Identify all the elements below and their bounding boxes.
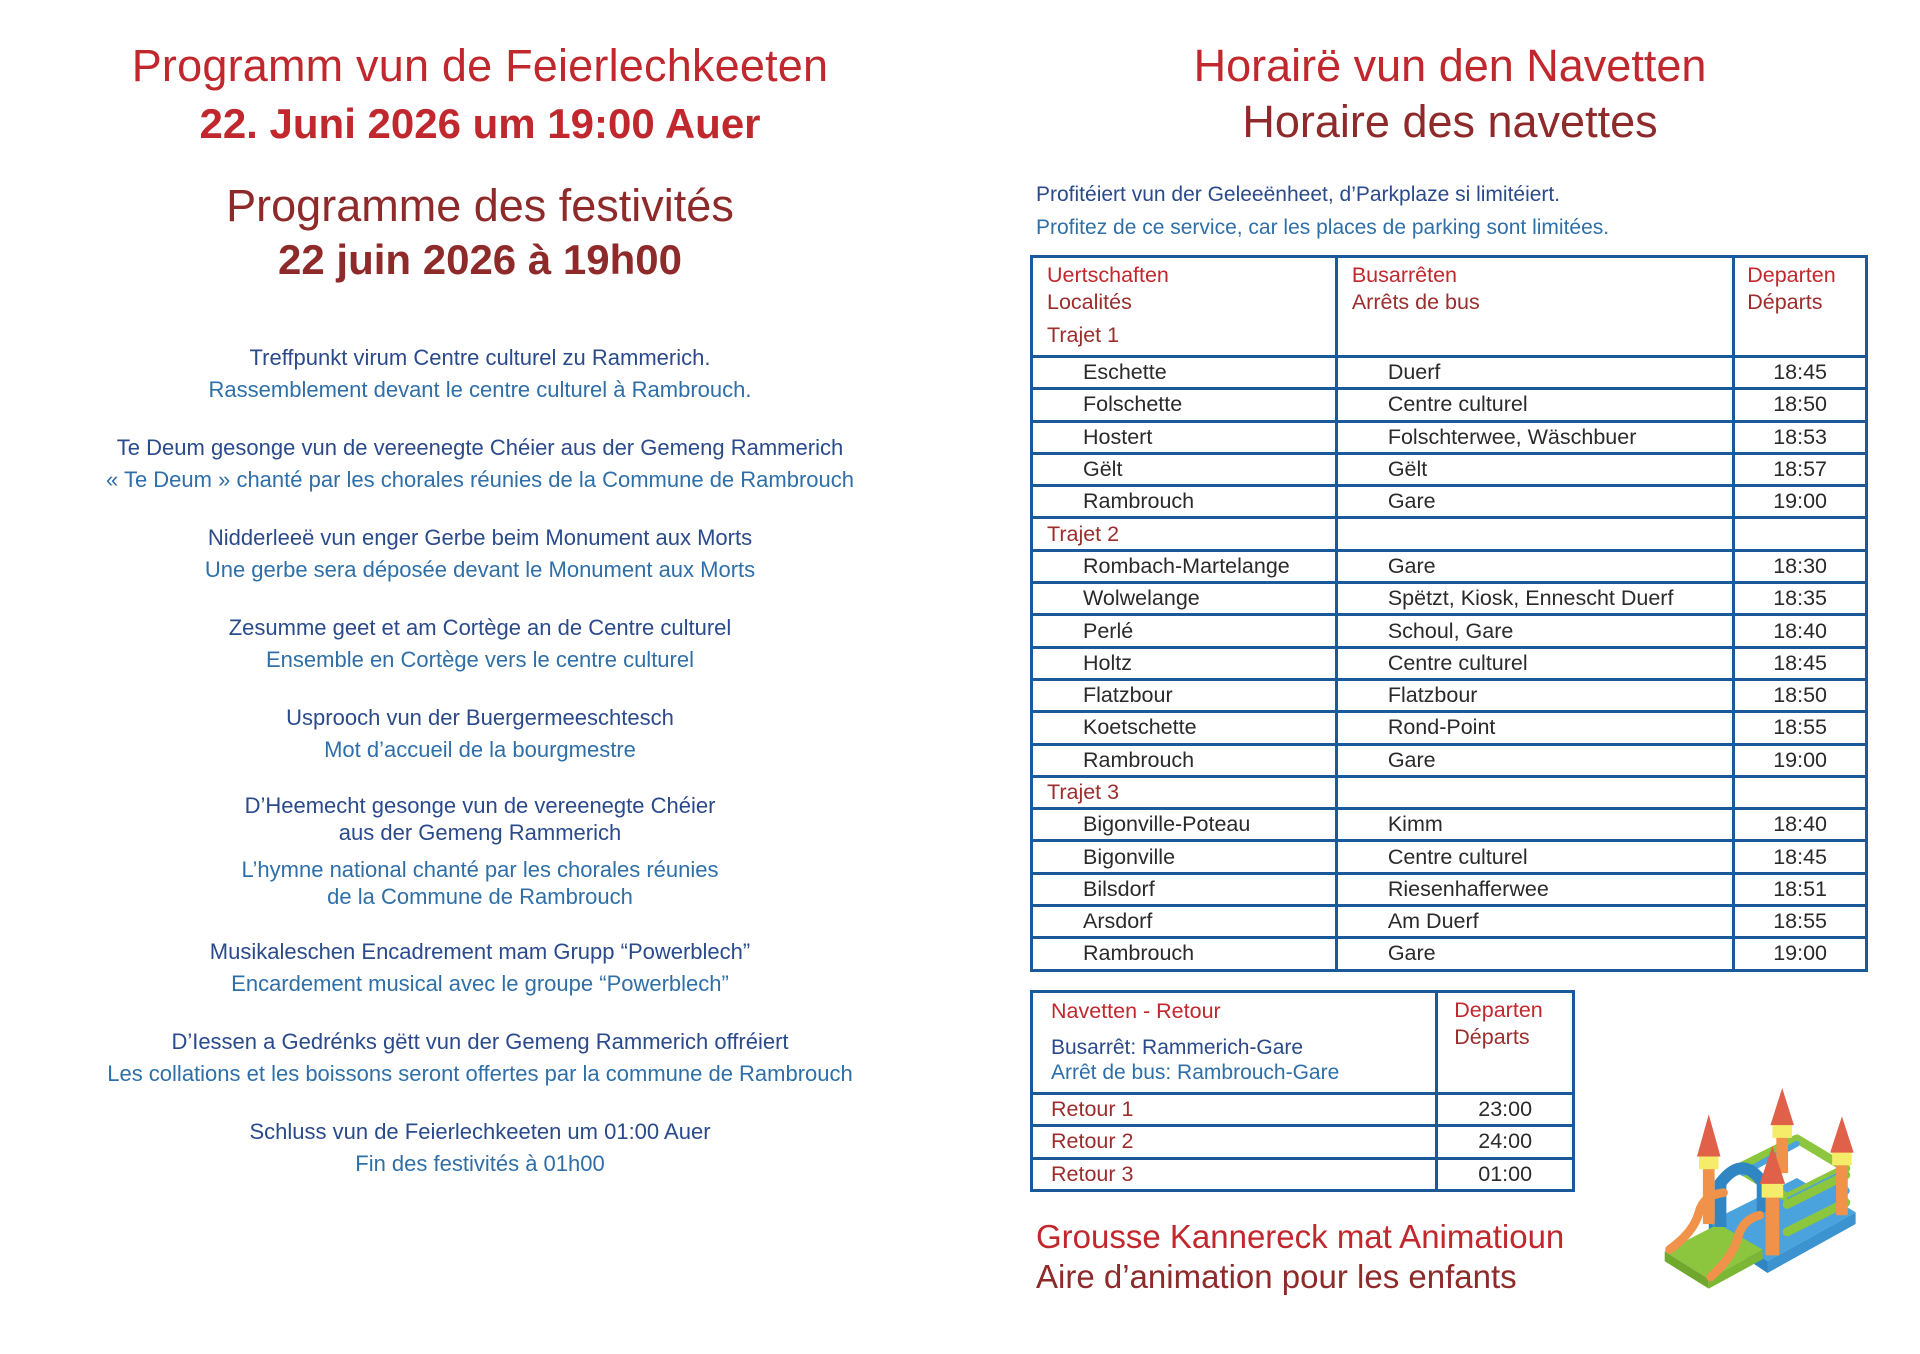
bus-stop-cell: Am Duerf (1336, 906, 1733, 938)
program-item-lb: Usprooch vun der Buergermeeschtesch (286, 705, 674, 730)
header-locality-fr: Localités (1047, 290, 1132, 314)
header-locality-lb: Uertschaften (1047, 263, 1169, 287)
table-row (1032, 873, 1867, 905)
program-item-fr: Ensemble en Cortège vers le centre culturel (266, 647, 694, 672)
departure-time-cell: 19:00 (1734, 744, 1867, 776)
table-row (1032, 486, 1867, 518)
program-item-fr: Mot d’accueil de la bourgmestre (324, 737, 636, 762)
table-row (1032, 647, 1867, 679)
table-row (1032, 938, 1867, 970)
return-header-info (1032, 992, 1437, 1094)
return-row (1032, 1158, 1574, 1190)
return-shuttle-table (1030, 990, 1575, 1192)
table-header-row (1032, 257, 1867, 357)
locality-cell: Folschette (1032, 389, 1337, 421)
bus-stop-cell: Gare (1336, 550, 1733, 582)
kids-area-title-fr: Aire d’animation pour les enfants (1036, 1258, 1517, 1295)
departure-time-cell: 18:45 (1734, 647, 1867, 679)
program-item (40, 792, 920, 910)
table-row (1032, 357, 1867, 389)
program-item-fr: Les collations et les boissons seront offertes par la commune de Rambrouch (107, 1061, 853, 1086)
bus-stop-cell: Spëtzt, Kiosk, Ennescht Duerf (1336, 583, 1733, 615)
return-header-departure (1437, 992, 1574, 1094)
empty-cell (1734, 776, 1867, 808)
departure-time-cell: 18:55 (1734, 906, 1867, 938)
bus-stop-cell: Gare (1336, 486, 1733, 518)
header-locality (1032, 257, 1337, 357)
route-label: Trajet 3 (1032, 776, 1337, 808)
program-item-fr-line1: L’hymne national chanté par les chorales réunies (241, 857, 719, 882)
return-stop-fr: Arrêt de bus: Rambrouch-Gare (1051, 1061, 1340, 1084)
route-label-row (1032, 518, 1867, 550)
shuttle-schedule-table (1030, 255, 1868, 972)
locality-cell: Wolwelange (1032, 583, 1337, 615)
departure-time-cell: 18:35 (1734, 583, 1867, 615)
departure-time-cell: 18:30 (1734, 550, 1867, 582)
program-date-lb: 22. Juni 2026 um 19:00 Auer (199, 100, 761, 147)
bus-stop-cell: Centre culturel (1336, 389, 1733, 421)
program-item (40, 342, 920, 406)
return-time: 01:00 (1437, 1158, 1574, 1190)
departure-time-cell: 18:40 (1734, 809, 1867, 841)
table-row (1032, 389, 1867, 421)
bus-stop-cell: Rond-Point (1336, 712, 1733, 744)
locality-cell: Hostert (1032, 421, 1337, 453)
locality-cell: Bigonville (1032, 841, 1337, 873)
program-item-fr-line2: de la Commune de Rambrouch (327, 884, 633, 909)
route-label-row (1032, 776, 1867, 808)
program-item-lb: Nidderleeë vun enger Gerbe beim Monument aux Morts (207, 525, 753, 550)
departure-time-cell: 18:50 (1734, 389, 1867, 421)
empty-cell (1734, 518, 1867, 550)
parking-notice-fr: Profitez de ce service, car les places de parking sont limitées. (1036, 216, 1610, 239)
locality-cell: Gëlt (1032, 453, 1337, 485)
return-departure-fr: Départs (1454, 1025, 1530, 1049)
header-departure-fr: Départs (1747, 290, 1823, 314)
table-row (1032, 841, 1867, 873)
program-item (40, 1116, 920, 1180)
departure-time-cell: 18:51 (1734, 873, 1867, 905)
locality-cell: Flatzbour (1032, 679, 1337, 711)
locality-cell: Bigonville-Poteau (1032, 809, 1337, 841)
return-header-row (1032, 992, 1574, 1094)
table-row (1032, 583, 1867, 615)
return-departure-lb: Departen (1454, 998, 1543, 1022)
bus-stop-cell: Gare (1336, 938, 1733, 970)
departure-time-cell: 19:00 (1734, 938, 1867, 970)
return-row (1032, 1094, 1574, 1126)
program-date-fr: 22 juin 2026 à 19h00 (278, 236, 682, 283)
bus-stop-cell: Duerf (1336, 357, 1733, 389)
program-item (40, 522, 920, 586)
departure-time-cell: 18:50 (1734, 679, 1867, 711)
program-item-lb-line1: D’Heemecht gesonge vun de vereenegte Chéier (244, 793, 716, 818)
table-row (1032, 906, 1867, 938)
departure-time-cell: 18:55 (1734, 712, 1867, 744)
table-row (1032, 712, 1867, 744)
header-stop (1336, 257, 1733, 357)
bus-stop-cell: Centre culturel (1336, 841, 1733, 873)
locality-cell: Rambrouch (1032, 486, 1337, 518)
program-title-lb: Programm vun de Feierlechkeeten (131, 40, 829, 91)
return-label: Retour 2 (1032, 1126, 1437, 1158)
table-row (1032, 453, 1867, 485)
parking-notice-lb: Profitéiert vun der Geleeënheet, d’Parkplaze si limitéiert. (1036, 183, 1561, 206)
return-stop-lb: Busarrêt: Rammerich-Gare (1051, 1036, 1304, 1059)
locality-cell: Arsdorf (1032, 906, 1337, 938)
route-label: Trajet 2 (1032, 518, 1337, 550)
table-row (1032, 679, 1867, 711)
locality-cell: Rombach-Martelange (1032, 550, 1337, 582)
departure-time-cell: 18:53 (1734, 421, 1867, 453)
departure-time-cell: 18:45 (1734, 357, 1867, 389)
bus-stop-cell: Gare (1336, 744, 1733, 776)
program-item (40, 612, 920, 676)
table-row (1032, 550, 1867, 582)
table-row (1032, 744, 1867, 776)
bus-stop-cell: Gëlt (1336, 453, 1733, 485)
program-item-fr: Rassemblement devant le centre culturel à Rambrouch. (208, 377, 752, 402)
program-list (40, 342, 920, 1206)
locality-cell: Rambrouch (1032, 744, 1337, 776)
return-label: Retour 1 (1032, 1094, 1437, 1126)
program-item-lb: Treffpunkt virum Centre culturel zu Rammerich. (249, 345, 711, 370)
departure-time-cell: 19:00 (1734, 486, 1867, 518)
program-item (40, 432, 920, 496)
empty-cell (1336, 518, 1733, 550)
bus-stop-cell: Folschterwee, Wäschbuer (1336, 421, 1733, 453)
program-item-lb-line2: aus der Gemeng Rammerich (338, 820, 622, 845)
return-title: Navetten - Retour (1051, 999, 1221, 1023)
bus-stop-cell: Schoul, Gare (1336, 615, 1733, 647)
locality-cell: Holtz (1032, 647, 1337, 679)
return-time: 24:00 (1437, 1126, 1574, 1158)
locality-cell: Koetschette (1032, 712, 1337, 744)
bus-stop-cell: Kimm (1336, 809, 1733, 841)
program-item-lb: Musikaleschen Encadrement mam Grupp “Powerblech” (209, 939, 751, 964)
header-stop-lb: Busarrêten (1351, 263, 1457, 287)
program-item-fr: Fin des festivités à 01h00 (355, 1151, 605, 1176)
table-row (1032, 615, 1867, 647)
schedule-title-lb: Horairë vun den Navetten (1193, 40, 1707, 91)
kids-area-title-lb: Grousse Kannereck mat Animatioun (1036, 1218, 1565, 1255)
program-title-fr: Programme des festivités (226, 180, 734, 231)
return-time: 23:00 (1437, 1094, 1574, 1126)
schedule-title-fr: Horaire des navettes (1242, 96, 1658, 147)
locality-cell: Perlé (1032, 615, 1337, 647)
program-item (40, 936, 920, 1000)
return-label: Retour 3 (1032, 1158, 1437, 1190)
departure-time-cell: 18:57 (1734, 453, 1867, 485)
departure-time-cell: 18:45 (1734, 841, 1867, 873)
table-row (1032, 421, 1867, 453)
route-label: Trajet 1 (1047, 323, 1120, 347)
locality-cell: Bilsdorf (1032, 873, 1337, 905)
bus-stop-cell: Centre culturel (1336, 647, 1733, 679)
return-row (1032, 1126, 1574, 1158)
program-item (40, 702, 920, 766)
locality-cell: Eschette (1032, 357, 1337, 389)
program-item-lb: Te Deum gesonge vun de vereenegte Chéier aus der Gemeng Rammerich (116, 435, 844, 460)
bus-stop-cell: Riesenhafferwee (1336, 873, 1733, 905)
program-item-fr: Encardement musical avec le groupe “Powerblech” (231, 971, 729, 996)
header-stop-fr: Arrêts de bus (1351, 290, 1480, 314)
program-item-fr: « Te Deum » chanté par les chorales réunies de la Commune de Rambrouch (106, 467, 854, 492)
header-departure-lb: Departen (1747, 263, 1836, 287)
program-item (40, 1026, 920, 1090)
table-row (1032, 809, 1867, 841)
header-departure (1734, 257, 1867, 357)
departure-time-cell: 18:40 (1734, 615, 1867, 647)
bouncy-castle-icon (1650, 1085, 1885, 1320)
empty-cell (1336, 776, 1733, 808)
bus-stop-cell: Flatzbour (1336, 679, 1733, 711)
locality-cell: Rambrouch (1032, 938, 1337, 970)
program-item-lb: Zesumme geet et am Cortège an de Centre culturel (228, 615, 732, 640)
program-item-lb: Schluss vun de Feierlechkeeten um 01:00 Auer (249, 1119, 711, 1144)
program-item-fr: Une gerbe sera déposée devant le Monument aux Morts (204, 557, 756, 582)
program-item-lb: D’Iessen a Gedrénks gëtt vun der Gemeng Rammerich offréiert (171, 1029, 789, 1054)
